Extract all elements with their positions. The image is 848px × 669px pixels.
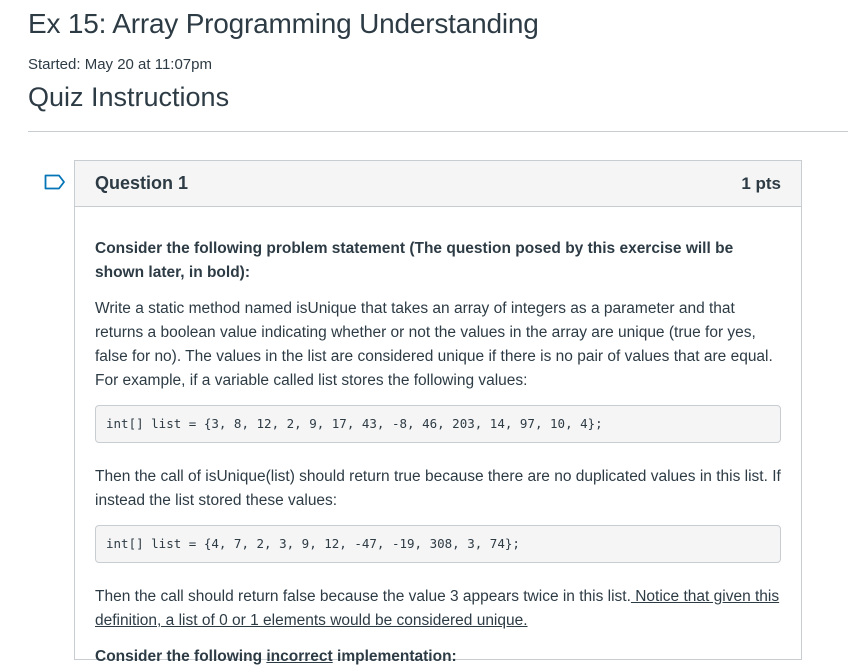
duplicate-explanation (95, 585, 781, 633)
implementation-suffix: implementation: (332, 648, 457, 665)
bookmark-flag-icon[interactable] (44, 174, 66, 190)
question-card (74, 160, 802, 665)
quiz-instructions-heading: Quiz Instructions (28, 82, 230, 112)
question-points: 1 pts (741, 173, 781, 193)
unique-explanation: Then the call of isUnique(list) should return true because there are no duplicated values in this list. If instead the list stored these values: (95, 468, 781, 509)
question-intro: Consider the following problem statement (The question posed by this exercise will be shown later, in bold): (95, 240, 734, 281)
divider (28, 131, 848, 132)
implementation-heading (95, 645, 781, 669)
code-block-unique: int[] list = {3, 8, 12, 2, 9, 17, 43, -8, 46, 203, 14, 97, 10, 4}; (95, 405, 781, 443)
duplicate-explanation-text: Then the call should return false because the value 3 appears twice in this list. (95, 588, 631, 605)
definition-note: Notice that given this definition, a list of 0 or 1 elements would be considered unique. (95, 588, 780, 629)
implementation-prefix: Consider the following (95, 648, 267, 665)
question-name: Question 1 (95, 173, 189, 193)
page-title: Ex 15: Array Programming Understanding (28, 8, 539, 39)
started-timestamp: Started: May 20 at 11:07pm (28, 56, 212, 73)
code-block-duplicate: int[] list = {4, 7, 2, 3, 9, 12, -47, -19, 308, 3, 74}; (95, 525, 781, 563)
incorrect-word: incorrect (266, 648, 333, 665)
question-body (75, 207, 801, 669)
problem-statement: Write a static method named isUnique that takes an array of integers as a parameter and that returns a boolean value indicating whether or not the values in the array are unique (true for yes, false for no). The values in the list are considered unique if there is no pair of values that are equal. For example, if a variable called list stores the following values: (95, 300, 773, 389)
question-header (75, 161, 801, 207)
